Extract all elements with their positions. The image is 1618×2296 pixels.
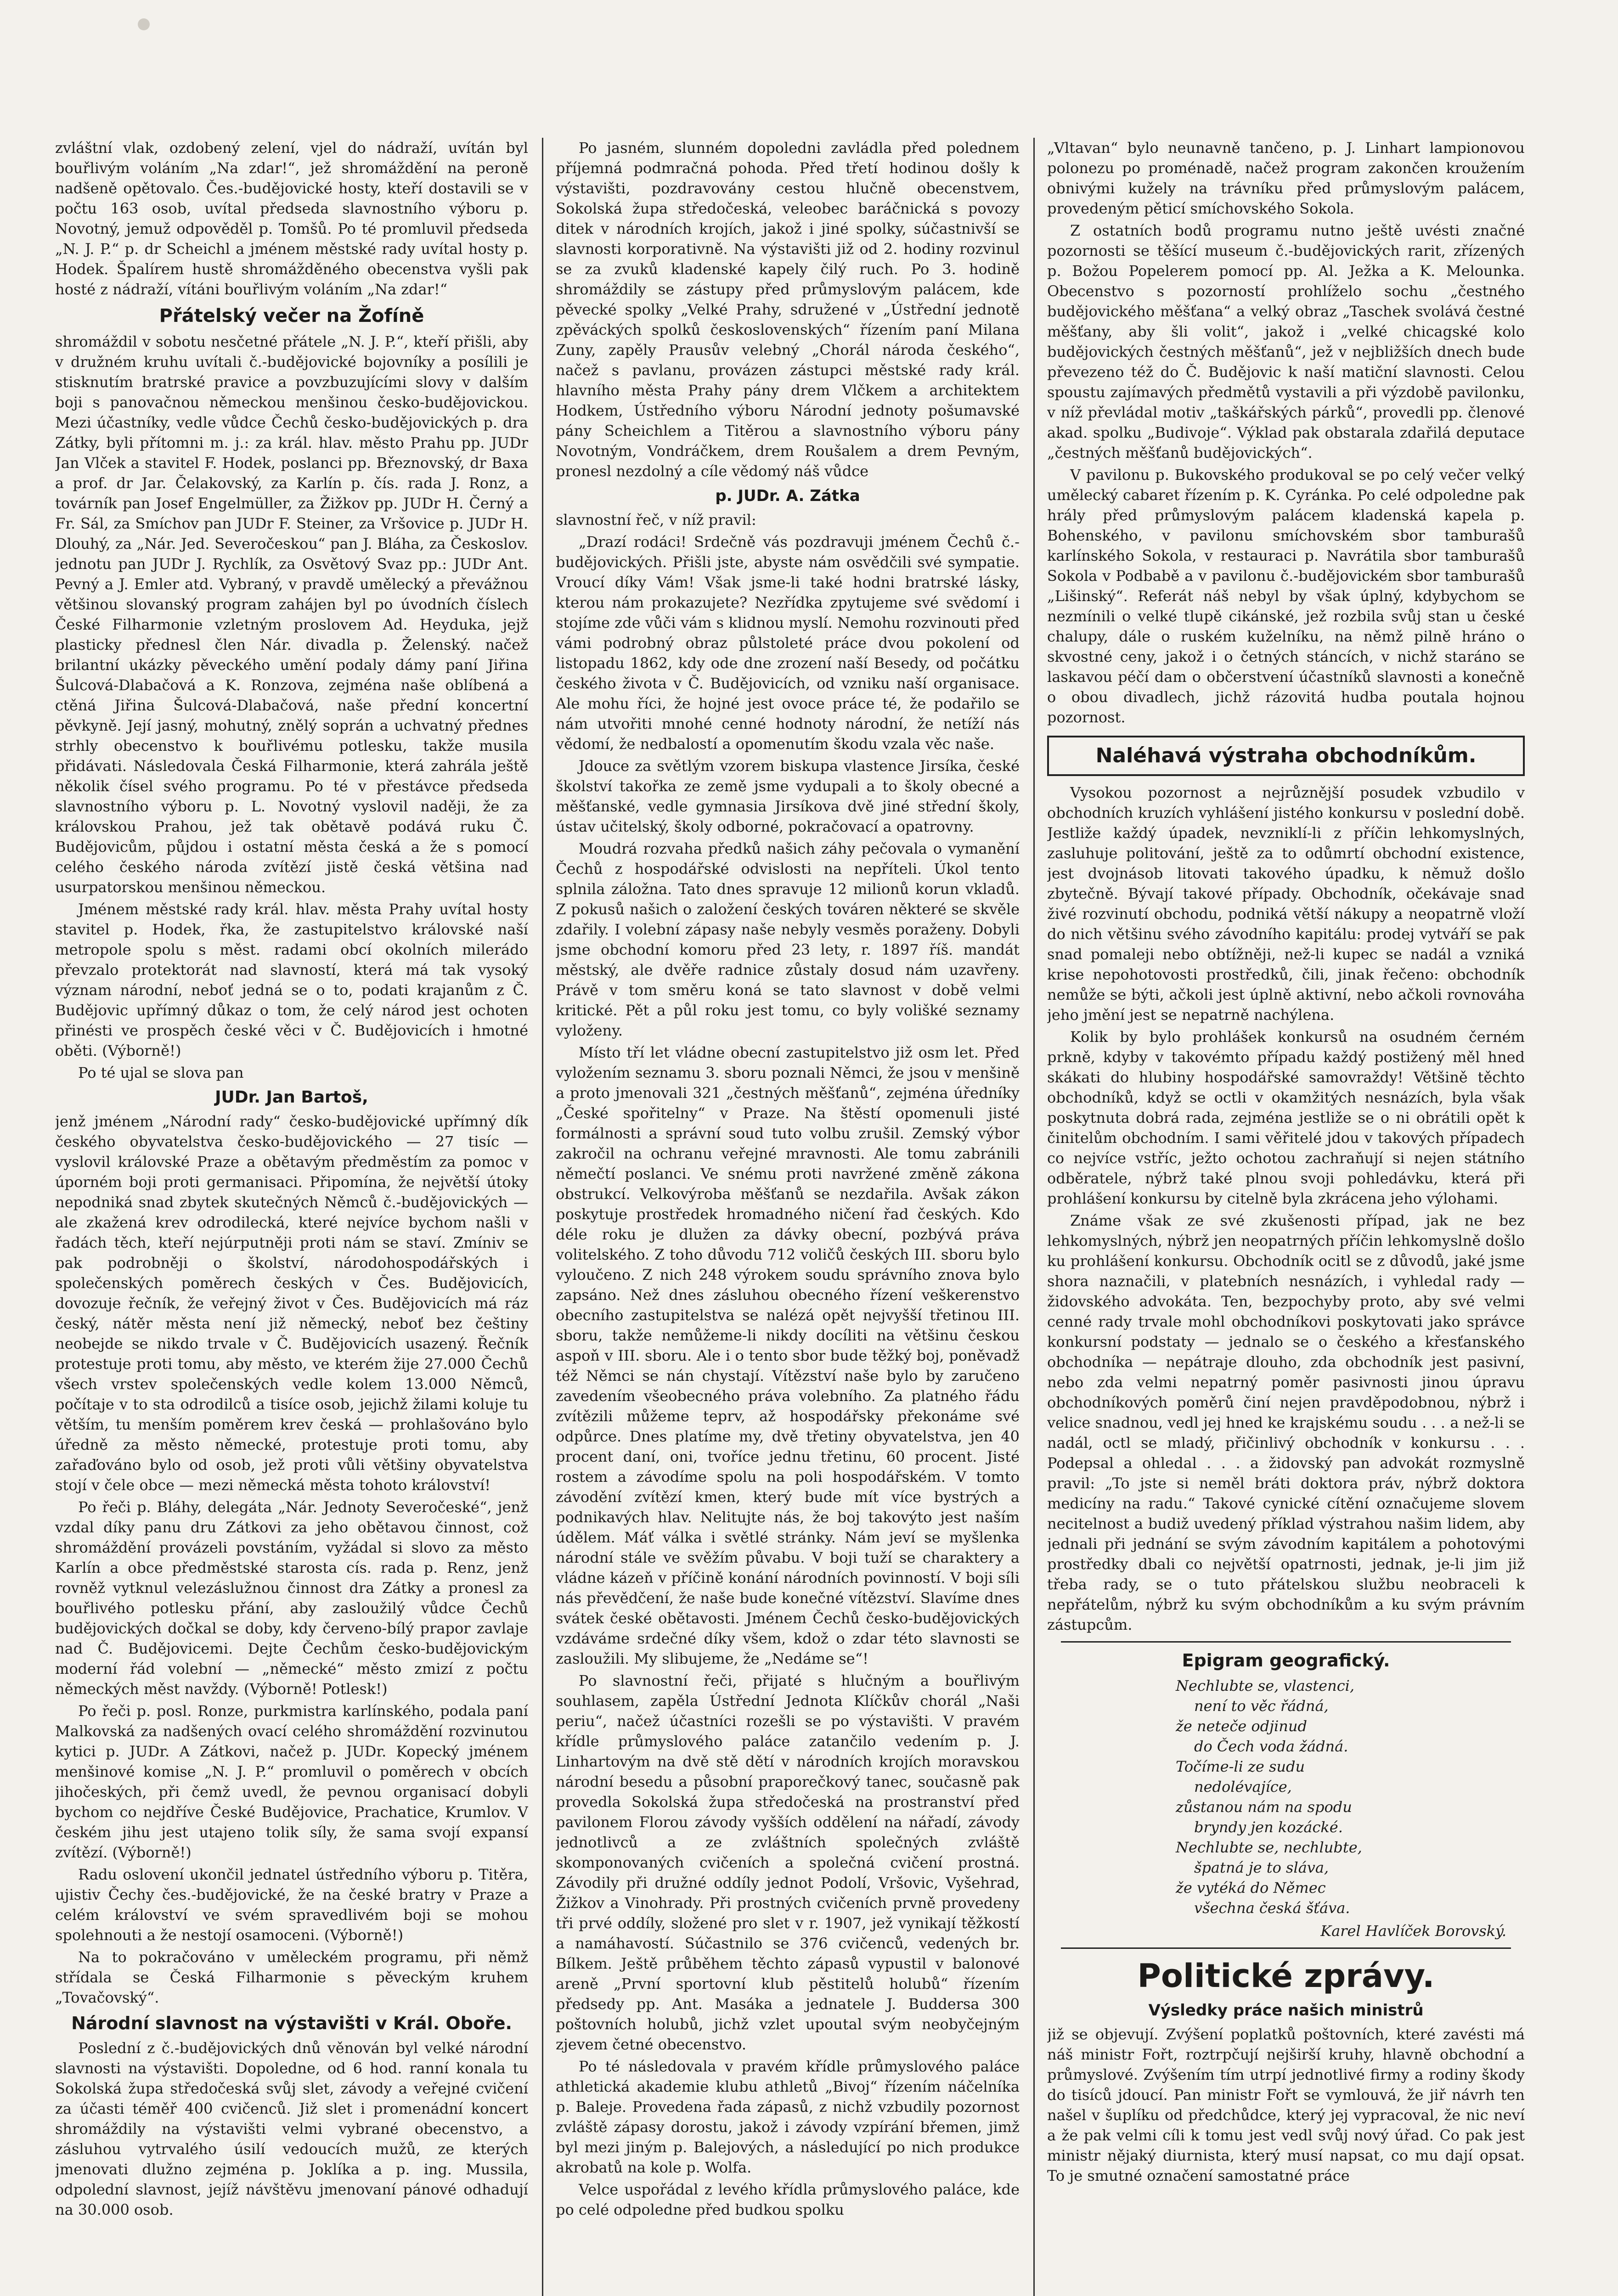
paragraph: shromáždil v sobotu nesčetné přátele „N. J. P.“, kteří přišli, aby v družném kruhu uvítali č.-budějovické bojovníky a posílili je stisknutím bratrské pravice a povzbuzujícími slovy v dalším boji s panovačnou německou menšinou česko-budějovickou. Mezi účastníky, vedle vůdce Čechů česko-budějovických p. dra Zátky, byli přítomni m. j.: za král. hlav. město Prahu pp. JUDr Jan Vlček a stavitel F. Hodek, poslanci pp. Březnovský, dr Baxa a prof. dr Jar. Čelakovský, za Karlín p. čís. rada J. Ronz, a továrník pan Josef Engelmüller, za Žižkov pp. JUDr H. Černý a Fr. Sál, za Smíchov pan JUDr F. Steiner, za Vršovice p. JUDr H. Dlouhý, za „Nár. Jed. Severočeskou“ pan J. Bláha, za Českoslov. jednotu pan JUDr J. Rychlík, za Osvětový Svaz pp.: JUDr Ant. Pevný a J. Emler atd. Vybraný, v pravdě umělecký a převážnou většinou slovanský program zahájen byl po úvodních číslech České Filharmonie vzletným proslovem Ad. Heyduka, jejž plasticky přednesl člen Nár. divadla p. Želenský. načež brilantní ukázky pěveckého umění podaly dámy paní Jiřina Šulcová-Dlabačová a K. Ronzova, zejména naše oblíbená a ctěná Jiřina Šulcová-Dlabačová, naše přední koncertní pěvkyně. Její jasný, mohutný, znělý soprán a uchvatný přednes strhly obecenstvo k bouřlivému potlesku, takže musila přidávati. Následovala Česká Filharmonie, která zahrála ještě několik čísel svého programu. Po té v přestávce předseda slavnostního výboru p. L. Novotný vyslovil naději, že za královskou Prahou, jež tak obětavě podává ruku Č. Budějovicům, půjdou i ostatní města česká a že s pomocí celého českého národa zvítězí jistě česká většina nad usurpatorskou menšinou německou.: [55, 333, 528, 896]
paragraph: Po té následovala v pravém křídle průmyslového paláce athletická akademie klubu athletů „Bivoj“ řízením náčelníka p. Baleje. Provedena řada zápasů, z nichž vzbudily pozornost zvláště zápasy dorostu, jakož i závody vzpírání břemen, jimž byl mezi jiným p. Balejových, a následující po nich produkce akrobatů na kole p. Wolfa.: [556, 2058, 1020, 2176]
section-heading: Národní slavnost na výstavišti v Král. Oboře.: [71, 2013, 512, 2033]
paragraph: Moudrá rozvaha předků našich záhy pečovala o vymanění Čechů z hospodářské odvislosti na nepříteli. Úkol tento splnila záložna. Tato dnes spravuje 12 milionů korun vkladů. Z pokusů našich o založení českých továren některé se skvěle zdařily. I volební zápasy naše nebyly vesměs poraženy. Dobyli jsme obchodní komoru před 23 lety, r. 1897 říš. mandát městský, ale dvěře radnice zůstaly dosud nám uzavřeny. Právě v tom směru koná se tato slavnost v době velmi kritické. Pět a půl roku jest tomu, co byly volišké seznamy vyloženy.: [556, 840, 1020, 1039]
poem-line: bryndy jen kozácké.: [1194, 1818, 1343, 1836]
poem-author: Karel Havlíček Borovský.: [1320, 1922, 1506, 1940]
section-heading: Přátelský večer na Žofíně: [159, 305, 424, 326]
paragraph: Po řeči p. posl. Ronze, purkmistra karlínského, podala paní Malkovská za nadšených ovací celého shromáždění rozvinutou kytici p. JUDr. A Zátkovi, načež p. JUDr. Kopecký jménem menšinové komise „N. J. P.“ promluvil o poměrech v obcích jihočeských, při čemž uvedl, že pevnou organisací dobyli bychom co nejdříve České Budějovice, Prachatice, Krumlov. V českém jihu jest utajeno tolik síly, že sama svojí expansí zvítězí. (Výborně!): [55, 1702, 528, 1861]
paragraph: Kolik by bylo prohlášek konkursů na osudném černém prkně, kdyby v takovémto případu každý postižený měl hned skákati do hlubiny hospodářské samovraždy! Většině těchto obchodníků, když se octli v okamžitých nesnázích, byla však poskytnuta dobrá rada, zejména jestliže se o ni obrátili opět k činitelům obchodním. I sami věřitelé jdou v takových případech co nejvíce vstříc, ježto ochotou zachraňují si nejen státního odběratele, nýbrž také plnou svoji pohledávku, která při prohlášení konkursu by citelně byla zkrácena jeho výlohami.: [1047, 1028, 1525, 1207]
paragraph: Po té ujal se slova pan: [78, 1064, 244, 1081]
poem-line: špatná je to sláva,: [1194, 1859, 1329, 1876]
paragraph: již se objevují. Zvýšení poplatků poštovních, které zavésti má náš ministr Fořt, roztrpčují nejširší kruhy, hlavně obchodní a průmyslové. Zvýšením tím utrpí jednotlivé firmy a rodiny škody do tisíců jdoucí. Pan ministr Fořt se vymlouvá, že jiř návrh ten našel v šuplíku od předchůdce, který jej vypracoval, že nic neví a že pak velmi cíli k tomu jest vedl svůj nový úřad. Co pak jest ministr nějaký diurnista, který musí napsat, co mu dají opsat. To je smutné označení samostatné práce: [1047, 2026, 1525, 2184]
poem-line: že neteče odjinud: [1176, 1717, 1307, 1735]
poem-line: nedolévajíce,: [1194, 1778, 1292, 1795]
poem-line: Nechlubte se, nechlubte,: [1176, 1839, 1362, 1856]
column-2: [556, 138, 1020, 2296]
speaker-name: JUDr. Jan Bartoš,: [215, 1088, 368, 1107]
paragraph: „Vltavan“ bylo neunavně tančeno, p. J. Linhart lampionovou polonezu po proménadě, načež program zakončen kroužením obnivými kužely na trávníku před průmyslovým palácem, provedeným pěticí smíchovského Sokola.: [1047, 139, 1525, 217]
paragraph: Vysokou pozornost a nejrůznější posudek vzbudilo v obchodních kruzích vyhlášení jistého konkursu v poslední době. Jestliže každý úpadek, nevzniklí-li z příčin lehkomyslných, zasluhuje politování, ještě za to odůmrtí obchodní existence, jest dvojnásob litovati takového úpadku, k němuž došlo zbytečně. Bývají takové případy. Obchodník, očekávaje snad živé rozvinutí obchodu, podniká větší nákupy a neopatrně vloží do nich většinu svého závodního kapitálu: prodej vytváří se pak snad pomaleji nebo obtížněji, než-li kupec se nadál a vzniká krise nepohotovosti prostředků, čili, jinak řečeno: obchodník nemůže se býti, ačkoli jest úplně aktivní, nebo ačkoli rovnováha jeho jmění jest se nepatrně nachýlena.: [1047, 784, 1525, 1024]
section-title: Politické zprávy.: [1137, 1957, 1435, 1995]
paragraph: V pavilonu p. Bukovského produkoval se po celý večer velký umělecký cabaret řízením p. K. Cyránka. Po celé odpoledne pak hrály před průmyslovým palácem kladenská kapela p. Bohenského, v pavilonu smíchovském sbor tamburašů karlínského Sokola, v restauraci p. Navrátila sbor tamburašů Sokola v Podbabě a v pavilonu č.-budějovickém sbor tamburašů „Lišinský“. Referát náš nebyl by však úplný, kdybychom se nezmínili o velké tlupě cikánské, jež rozbila svůj stan u české chalupy, dále o ruském kuželníku, na němž pilně hráno o skvostné ceny, jakož i o četných stáncích, v nichž staráno se laskavou péčí dam o občerstvení účastníků slavnosti a konečně o obou divadlech, jichž rázovitá hudba poutala hojnou pozornost.: [1047, 466, 1525, 726]
paragraph: Jménem městské rady král. hlav. města Prahy uvítal hosty stavitel p. Hodek, řka, že zastupitelstvo královské naší metropole spolu s měst. radami obcí okolních milerádo převzalo protektorát nad slavností, která má tak vysoký význam národní, neboť jedná se o to, podati krajanům z Č. Budějovic upřímný důkaz o tom, že celý národ jest ochoten přinésti ve prospěch české věci v Č. Budějovicích i hmotné oběti. (Výborně!): [55, 900, 528, 1059]
boxed-headline: Naléhavá výstraha obchodníkům.: [1047, 736, 1525, 776]
poem-line: že vytéká do Němec: [1176, 1879, 1326, 1896]
divider-rule: [1061, 1947, 1511, 1949]
poem-line: Točíme-li ze sudu: [1176, 1758, 1305, 1775]
divider-rule: [1061, 1641, 1511, 1643]
poem-line: všechna česká šťáva.: [1194, 1899, 1350, 1917]
paragraph: Známe však ze své zkušenosti případ, jak ne bez lehkomyslných, nýbrž jen neopatrných příčin lehkomyslně došlo ku prohlášení konkursu. Obchodník ocitl se z důvodů, jaké jsme shora naznačili, v platebních nesnázích, i vyhledal rady — židovského advokáta. Ten, bezpochyby proto, aby své velmi cenné rady trvale mohl obchodníkovi poskytovati jako správce konkursní podstaty — jednalo se o českého a křesťanského obchodníka — nepátraje dlouho, zda obchodník jest pasivní, nebo zda velmi nepatrný poměr pasivnosti jinou úpravu obchodníkových poměrů činí nejen pravděpodobnou, nýbrž i velice snadnou, vedl jej hned ke krajskému soudu . . . a než-li se nadál, octl se mladý, přičinlivý obchodník v konkursu . . . Podepsal a ohledal . . . a židovský pan advokát rozmyslně pravil: „To jste si neměl bráti doktora práv, nýbrž doktora medicíny na radu.“ Takové cynické cítění označujeme slovem necitelnost a budiž uvedený příklad výstrahou našim lidem, aby jednali při jednání se svým závodním kapitálem a pohotovými prostředky dbali co největší opatrnosti, jednak, je-li jim již třeba rady, se o tuto přátelskou službu neobraceli k nepřátelům, nýbrž ku svým obchodníkům a ku svým právním zástupcům.: [1047, 1212, 1525, 1633]
column-1: [55, 138, 528, 2296]
paragraph: Velce uspořádal z levého křídla průmyslového paláce, kde po celé odpoledne před budkou spolku: [556, 2181, 1020, 2218]
paragraph: slavnostní řeč, v níž pravil:: [556, 511, 756, 529]
paragraph: Po řeči p. Bláhy, delegáta „Nár. Jednoty Severočeské“, jenž vzdal díky panu dru Zátkovi za jeho obětavou činnost, což shromáždění provázeli povstáním, vyžádal si slovo za město Karlín a obce předměstské starosta cís. rada p. Renz, jenž rovněž vytknul velezáslužnou činnost dra Zátky a pronesl za bouřlivého potlesku přání, aby zasloužilý vůdce Čechů budějovických dočkal se doby, kdy červeno-bílý prapor zavlaje nad Č. Budějovicemi. Dejte Čechům česko-budějovickým moderní řád volební — „německé“ město zmizí z počtu německých měst navždy. (Výborně! Potlesk!): [55, 1498, 528, 1698]
binding-hole: [138, 18, 150, 30]
column-divider: [1033, 138, 1035, 2296]
poem-line: zůstanou nám na spodu: [1176, 1798, 1352, 1816]
subsection-heading: Výsledky práce našich ministrů: [1148, 2001, 1424, 2020]
paragraph: Poslední z č.-budějovických dnů věnován byl velké národní slavnosti na výstavišti. Dopoledne, od 6 hod. ranní konala tu Sokolská župa středočeská svůj slet, závody a veřejné cvičení za účasti téměř 400 cvičenců. Již slet i promenádní koncert shromáždily na výstavišti velmi vybrané obecenstvo, a zásluhou vytrvalého úsilí vedoucích mužů, ze kterých jmenovati dlužno zejména p. Joklíka a p. ing. Mussila, odpolední slavnost, jejíž návštěvu jmenovaní pánové odhadují na 30.000 osob.: [55, 2039, 528, 2218]
poem-line: do Čech voda žádná.: [1194, 1738, 1348, 1755]
speaker-name: p. JUDr. A. Zátka: [715, 487, 860, 505]
column-divider: [542, 138, 543, 2296]
column-3: [1047, 138, 1525, 2296]
paragraph: Po jasném, slunném dopoledni zavládla před polednem příjemná podmračná pohoda. Před třetí hodinou došly k výstavišti, pozdravovány cestou hlučně obecenstvem, Sokolská župa středočeská, veleobec baráčnická s povozy ditek v národních krojích, jakož i jiné spolky, súčastnivší se slavnosti korporativně. Na výstavišti již od 2. hodiny rozvinul se za zvuků kladenské kapely čilý ruch. Po 3. hodině shromáždily se zástupy před průmyslovým palácem, kde pěvecké spolky „Velké Prahy, sdružené v „Ústřední jednotě zpěváckých spolků československých“ řízením paní Milana Zuny, zapěly Prausův velebný „Chorál národa českého“, načež s pavlanu, provázen zástupci městské rady král. hlavního města Prahy pány drem Vlčkem a architektem Hodkem, Ústředního výboru Národní jednoty pošumavské pány Scheichlem a Titěrou a slavnostního výboru pány Novotným, Vondráčkem, drem Roušalem a drem Pevným, pronesl nezdolný a cíle vědomý náš vůdce: [556, 139, 1020, 480]
paragraph: Jdouce za světlým vzorem biskupa vlastence Jirsíka, české školství takořka ze země jsme vydupali a to školy obecné a měšťanské, vedle gymnasia Jirsíkova dvě jiné střední školy, ústav učitelský, školy odborné, pokračovací a opatrovny.: [556, 757, 1020, 835]
paragraph: Radu oslovení ukončil jednatel ústředního výboru p. Titěra, ujistiv Čechy čes.-budějovické, že na české bratry v Praze a celém království ve svém spravedlivém boji se mohou spolehnouti a že nestojí osamoceni. (Výborně!): [55, 1866, 528, 1944]
paragraph: „Drazí rodáci! Srdečně vás pozdravuji jménem Čechů č.-budějovických. Přišli jste, abyste nám osvědčili své sympatie. Vroucí díky Vám! Však jsme-li také hodni bratrské lásky, kterou nám prokazujete? Nezřídka zpytujeme své svědomí i stojíme zde vůči vám s klidnou myslí. Nemohu rozvinouti před vámi podrobný obraz půlstoleté práce dvou pokolení od listopadu 1862, kdy ode dne zrození naší Besedy, od počátku českého života v Č. Budějovicích, od vzniku naší organisace. Ale mohu říci, že hojné jest ovoce práce té, že podařilo se nám utvořiti mnohé cenné hodnoty národní, že netíží nás vědomí, že nedbalostí a opomenutím škodu vzala věc naše.: [556, 533, 1020, 753]
poem: [1047, 1676, 1525, 1918]
paragraph: Po slavnostní řeči, přijaté s hlučným a bouřlivým souhlasem, zapěla Ústřední Jednota Klíčkův chorál „Naši periu“, načež účastníci rozešli se po výstavišti. V pravém křídle průmyslového paláce zatančilo vedením p. J. Linhartovým na dvě stě dětí v národních krojích moravskou národní besedu a působní praporečkový tanec, současně pak provedla Sokolská župa středočeská na prostranství před pavilonem Florou závody vyšších oddělení na nářadí, závody jednotlivců a ze zvláštních společných zvláště skomponovaných cvičeních a společná cvičení prostná. Závodily při družné oddíly jednot Podolí, Vršovic, Vyšehrad, Žižkov a Vinohrady. Při prostných cvičeních prvně provedeny tři prvé oddíly, složené pro slet v r. 1907, jež vynikají těžkostí a namáhavostí. Súčastnilo se 376 cvičenců, vedených br. Bílkem. Ještě průběhem těchto zápasů vypustil v balonové areně „První sportovní klub pěstitelů holubů“ řízením předsedy pp. Ant. Masáka a jednatele J. Buddersa 300 poštovních holubů, jichž vzlet upoutal svým neobyčejným zjevem četné obecenstvo.: [556, 1672, 1020, 2053]
paragraph: Na to pokračováno v uměleckém programu, při němž střídala se Česká Filharmonie s pěveckým kruhem „Tovačovský“.: [55, 1948, 528, 2006]
poem-line: Nechlubte se, vlastenci,: [1176, 1677, 1355, 1694]
paragraph: Z ostatních bodů programu nutno ještě uvésti značné pozornosti se těšící museum č.-budějovických rarit, zřízených p. Božou Popelerem pomocí pp. Al. Ježka a K. Melounka. Obecenstvo s pozorností prohlíželo sochu „čestného budějovického měšťana“ a velký obraz „Taschek svolává čestné měšťany, aby šli volit“, jakož i „velké chicagské kolo budějovických čestných měšťanů“, jež v nejbližších dnech bude převezeno též do Č. Budějovic k naší matiční slavnosti. Celou spoustu zajímavých předmětů vystavili a při výzdobě pavilonku, v níž převládal motiv „taškářských párků“, provedli pp. členové akad. spolku „Budivoje“. Výklad pak obstarala zdařilá deputace „čestných měšťanů budějovických“.: [1047, 222, 1525, 461]
paragraph: jenž jménem „Národní rady“ česko-budějovické upřímný dík českého obyvatelstva česko-budějovického — 27 tisíc — vyslovil královské Praze a obětavým předměstím za pomoc v úporném boji proti germanisaci. Připomína, že největší útoky nepodniká snad zbytek skutečných Němců č.-budějovických — ale zkažená krev odrodilecká, které nejvíce bychom našli v řadách těch, kteří nejúrputněji proti nám se staví. Zmíniv se pak podrobněji o školství, národohospodářských i společenských poměrech českých v Čes. Budějovicích, dovozuje řečník, že veřejný život v Čes. Budějovicích má ráz český, nátěr města není již německý, neboť bez češtiny neobejde se nikdo trvale v Č. Budějovicích usazený. Řečník protestuje proti tomu, aby město, ve kterém žije 27.000 Čechů všech vrstev společenských vedle kolem 13.000 Němců, počítaje v to sta odrodilců a tisíce osob, jejichž žilami koluje tu větším, tu menším poměrem krev česká — prohlašováno bylo úředně za město německé, protestuje proti tomu, aby zařaďováno bylo od osob, jež proti vůli většiny obyvatelstva stojí v čele obce — mezi německá města tohoto království!: [55, 1113, 528, 1494]
epigram-title: Epigram geografický.: [1182, 1650, 1390, 1671]
paragraph: zvláštní vlak, ozdobený zelení, vjel do nádraží, uvítán byl bouřlivým voláním „Na zdar!“, jež shromáždění na peroně nadšeně opětovalo. Čes.-budějovické hosty, kteří dostavili se v počtu 163 osob, uvítal předseda slavnostního výboru p. Novotný, jemuž odpověděl p. Tomšů. Po té promluvil předseda „N. J. P.“ p. dr Scheichl a jménem městské rady uvítal hosty p. Hodek. Špalírem hustě shromážděného obecenstva vyšli pak hosté z nádraží, vítáni bouřlivým voláním „Na zdar!“: [55, 139, 528, 298]
poem-line: není to věc řádná,: [1194, 1697, 1329, 1715]
paragraph: Místo tří let vládne obecní zastupitelstvo již osm let. Před vyložením seznamu 3. sboru poznali Němci, že jsou v menšině a proto jmenovali 321 „čestných měšťanů“, zejména úředníky „České spořitelny“ v Praze. Na štěstí opomenuli jisté formálnosti a správní soud tuto volbu zrušil. Zemský výbor zakročil na ochranu veřejné mravnosti. Ale tomu zabránili němečtí poslanci. Ve snému proti navržené změně zákona obstrukcí. Velkovýroba měšťanů se nezdařila. Avšak zákon poskytuje prostředek hromadného ničení řad českých. Kdo déle roku je dlužen za dávky obecní, pozbývá práva volitelského. Z toho důvodu 712 voličů českých III. sboru bylo vyloučeno. Z nich 248 výrokem soudu správního znova bylo zapsáno. Než dnes zásluhou obecného řízení veškerenstvo obecního zastupitelstva se nalézá opět nejvyšší třetinou III. sboru, takže nemůžeme-li nikdy docíliti na většinu českou aspoň v III. sboru. Ale i o tento sbor bude těžký boj, poněvadž též Němci se nán chystají. Vítězství naše bylo by zaručeno zavedením všeobecného práva volebního. Za platného řádu zvítězili můžeme teprv, až hospodářsky překonáme své odpůrce. Dnes platíme my, dvě třetiny obyvatelstva, jen 40 procent daní, oni, tvoříce jednu třetinu, 60 procent. Jisté rostem a závodíme spolu na poli hospodářském. V tomto závodění zvítězí kmen, který bude mít více bystrých a podnikavých hlav. Nelitujte nás, že boj takovýto jest naším údělem. Máť válka i světlé stránky. Nám jeví se myšlenka národní stále ve svěžím půvabu. V boji tuží se charaktery a vládne kázeň v příčině konání národních povinností. V boji síli nás převědčení, že naše bude konečné vítězství. Slavíme dnes svátek české obětavosti. Jménem Čechů česko-budějovických vzdáváme srdečné díky všem, kdož o zdar této slavnosti se zasloužili. My slibujeme, že „Nedáme se“!: [556, 1044, 1020, 1667]
